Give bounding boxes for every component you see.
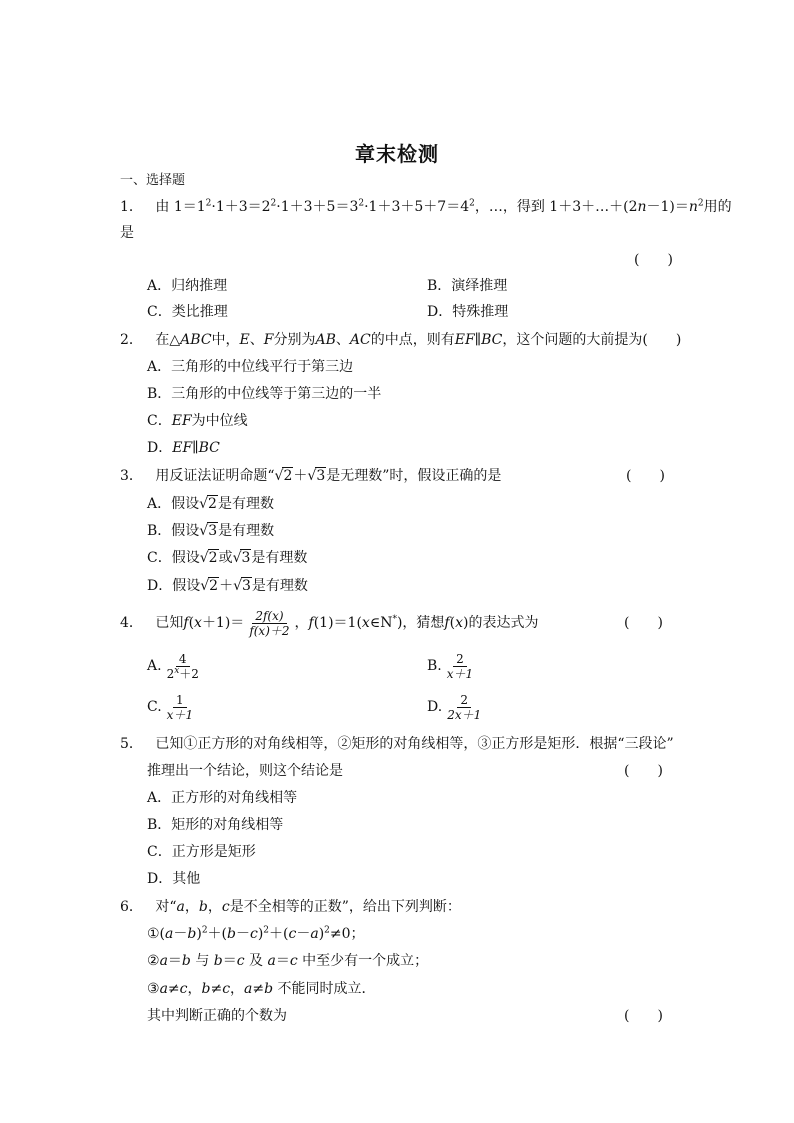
question-number: 5． (120, 736, 143, 752)
question-5-line-2: 推理出一个结论，则这个结论是 (147, 763, 343, 779)
option-d: D．特殊推理 (427, 304, 509, 320)
option-b: B．演绎推理 (427, 278, 508, 294)
answer-parens: ( ) (626, 468, 665, 484)
option-c: C．正方形是矩形 (147, 844, 256, 860)
page-title: 章末检测 (355, 142, 439, 166)
question-6-last-line: 其中判断正确的个数为 (147, 1008, 287, 1024)
option-a: A．假设√2是有理数 (147, 496, 274, 512)
option-b: B．假设√3是有理数 (147, 523, 275, 539)
question-2: 2． 在△ABC中，E、F分别为AB、AC的中点，则有EF∥BC，这个问题的大前提为( ) (120, 332, 682, 348)
question-number: 3． (120, 468, 143, 484)
option-a: A．归纳推理 (147, 278, 228, 294)
question-3: 3． 用反证法证明命题“√2＋√3是无理数”时，假设正确的是 (120, 468, 502, 484)
option-b: B. $\frac{2}{x+1}$ (427, 651, 474, 681)
judgement-2: ②a＝b 与 b＝c 及 a＝c 中至少有一个成立； (147, 953, 429, 969)
option-d: D. $\frac{2}{2x+1}$ (427, 692, 482, 722)
option-d: D．EF∥BC (147, 440, 220, 456)
option-c: C．假设√2或√3是有理数 (147, 550, 308, 566)
question-number: 4． (120, 615, 143, 631)
question-number: 1． (120, 199, 143, 215)
question-4: 4． 已知f(x＋1)＝ $\frac{2f(x)}{f(x)+2}$ ，f(1)＝1(x∈N*)，猜想f(x)的表达式为 (120, 608, 539, 638)
question-number: 6． (120, 899, 143, 915)
judgement-3: ③a≠c，b≠c，a≠b 不能同时成立． (147, 981, 376, 997)
answer-parens: ( ) (624, 1008, 663, 1024)
answer-parens: ( ) (634, 252, 673, 268)
option-a: A．三角形的中位线平行于第三边 (147, 359, 354, 375)
question-6: 6． 对“a，b，c是不全相等的正数”，给出下列判断： (120, 899, 461, 915)
sqrt-symbol: √2 (274, 468, 293, 484)
section-heading: 一、选择题 (120, 173, 186, 188)
option-c: C. $\frac{1}{x+1}$ (147, 692, 194, 722)
option-b: B．三角形的中位线等于第三边的一半 (147, 386, 382, 402)
option-c: C．EF为中位线 (147, 413, 248, 429)
judgement-1: $①(a-b)^2+(b-c)^2+(c-a)^2\ne 0$； (147, 925, 365, 942)
fraction: $\frac{2f(x)}{f(x)+2}$ (249, 608, 290, 638)
question-5: 5． 已知①正方形的对角线相等，②矩形的对角线相等，③正方形是矩形．根据“三段论” (120, 736, 674, 752)
question-1-wrap: 是 (120, 225, 134, 241)
answer-parens: ( ) (624, 763, 663, 779)
option-d: D．其他 (147, 871, 201, 887)
answer-parens: ( ) (624, 615, 663, 631)
question-number: 2． (120, 332, 143, 348)
option-c: C．类比推理 (147, 304, 228, 320)
option-b: B．矩形的对角线相等 (147, 817, 284, 833)
option-a: A. $\frac{4}{2^x+2}$ (147, 651, 199, 681)
option-a: A．正方形的对角线相等 (147, 790, 298, 806)
option-d: D．假设√2＋√3是有理数 (147, 578, 308, 594)
question-1: 1． 由 $1=1^2\cdot 1+3=2^2\cdot 1+3+5=3^2\cdot 1+3+5+7=4^2$，…，得到 $1+3+\dots+(2n-1)=n^2$用的 (120, 198, 732, 215)
